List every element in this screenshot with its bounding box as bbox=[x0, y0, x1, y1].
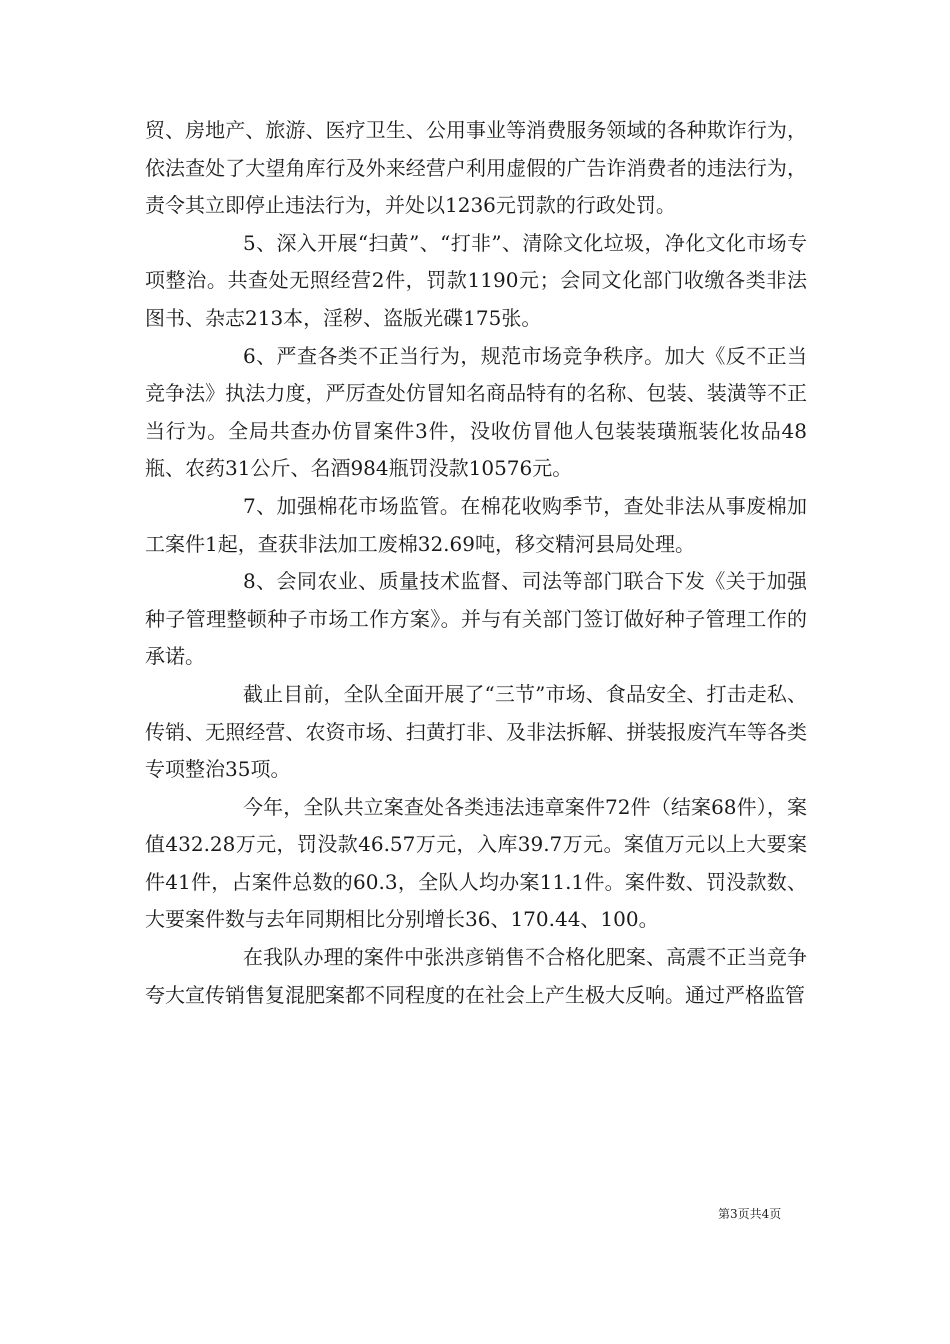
paragraph-item-8-seed-market: 8、会同农业、质量技术监督、司法等部门联合下发《关于加强种子管理整顿种子市场工作方案》。并与有关部门签订做好种子管理工作的承诺。 bbox=[145, 569, 807, 669]
paragraph-fraud-enforcement: 贸、房地产、旅游、医疗卫生、公用事业等消费服务领域的各种欺诈行为，依法查处了大望角库行及外来经营户利用虚假的广告诈消费者的违法行为，责令其立即停止违法行为，并处以1236元罚款的行政处罚。 bbox=[145, 118, 807, 218]
paragraph-annual-case-statistics: 今年，全队共立案查处各类违法违章案件72件（结案68件），案值432.28万元，罚没款46.57万元，入库39.7万元。案值万元以上大要案件41件，占案件总数的60.3，全队人均办案11.1件。案件数、罚没款数、大要案件数与去年同期相比分别增长36、170.44、100。 bbox=[145, 794, 807, 932]
paragraph-special-campaigns-summary: 截止目前，全队全面开展了“三节”市场、食品安全、打击走私、传销、无照经营、农资市场、扫黄打非、及非法拆解、拼装报废汽车等各类专项整治35项。 bbox=[145, 681, 807, 782]
paragraph-item-6-unfair-competition: 6、严查各类不正当行为，规范市场竞争秩序。加大《反不正当竞争法》执法力度，严厉查处仿冒知名商品特有的名称、包装、装潢等不正当行为。全局共查办仿冒案件3件，没收仿冒他人包装装璜瓶装化妆品48瓶、农药31公斤、名酒984瓶罚没款10576元。 bbox=[145, 343, 807, 481]
paragraph-notable-cases: 在我队办理的案件中张洪彦销售不合格化肥案、高震不正当竞争夸大宣传销售复混肥案都不同程度的在社会上产生极大反响。通过严格监管 bbox=[145, 945, 807, 1007]
paragraph-item-5-cultural-market: 5、深入开展“扫黄”、“打非”、清除文化垃圾，净化文化市场专项整治。共查处无照经营2件，罚款1190元；会同文化部门收缴各类非法图书、杂志213本，淫秽、盗版光碟175张。 bbox=[145, 230, 807, 330]
page-number-footer: 第3页共4页 bbox=[718, 1207, 782, 1221]
paragraph-item-7-cotton-market: 7、加强棉花市场监管。在棉花收购季节，查处非法从事废棉加工案件1起，查获非法加工废棉32.69吨，移交精河县局处理。 bbox=[145, 493, 807, 556]
document-body bbox=[145, 112, 807, 1014]
